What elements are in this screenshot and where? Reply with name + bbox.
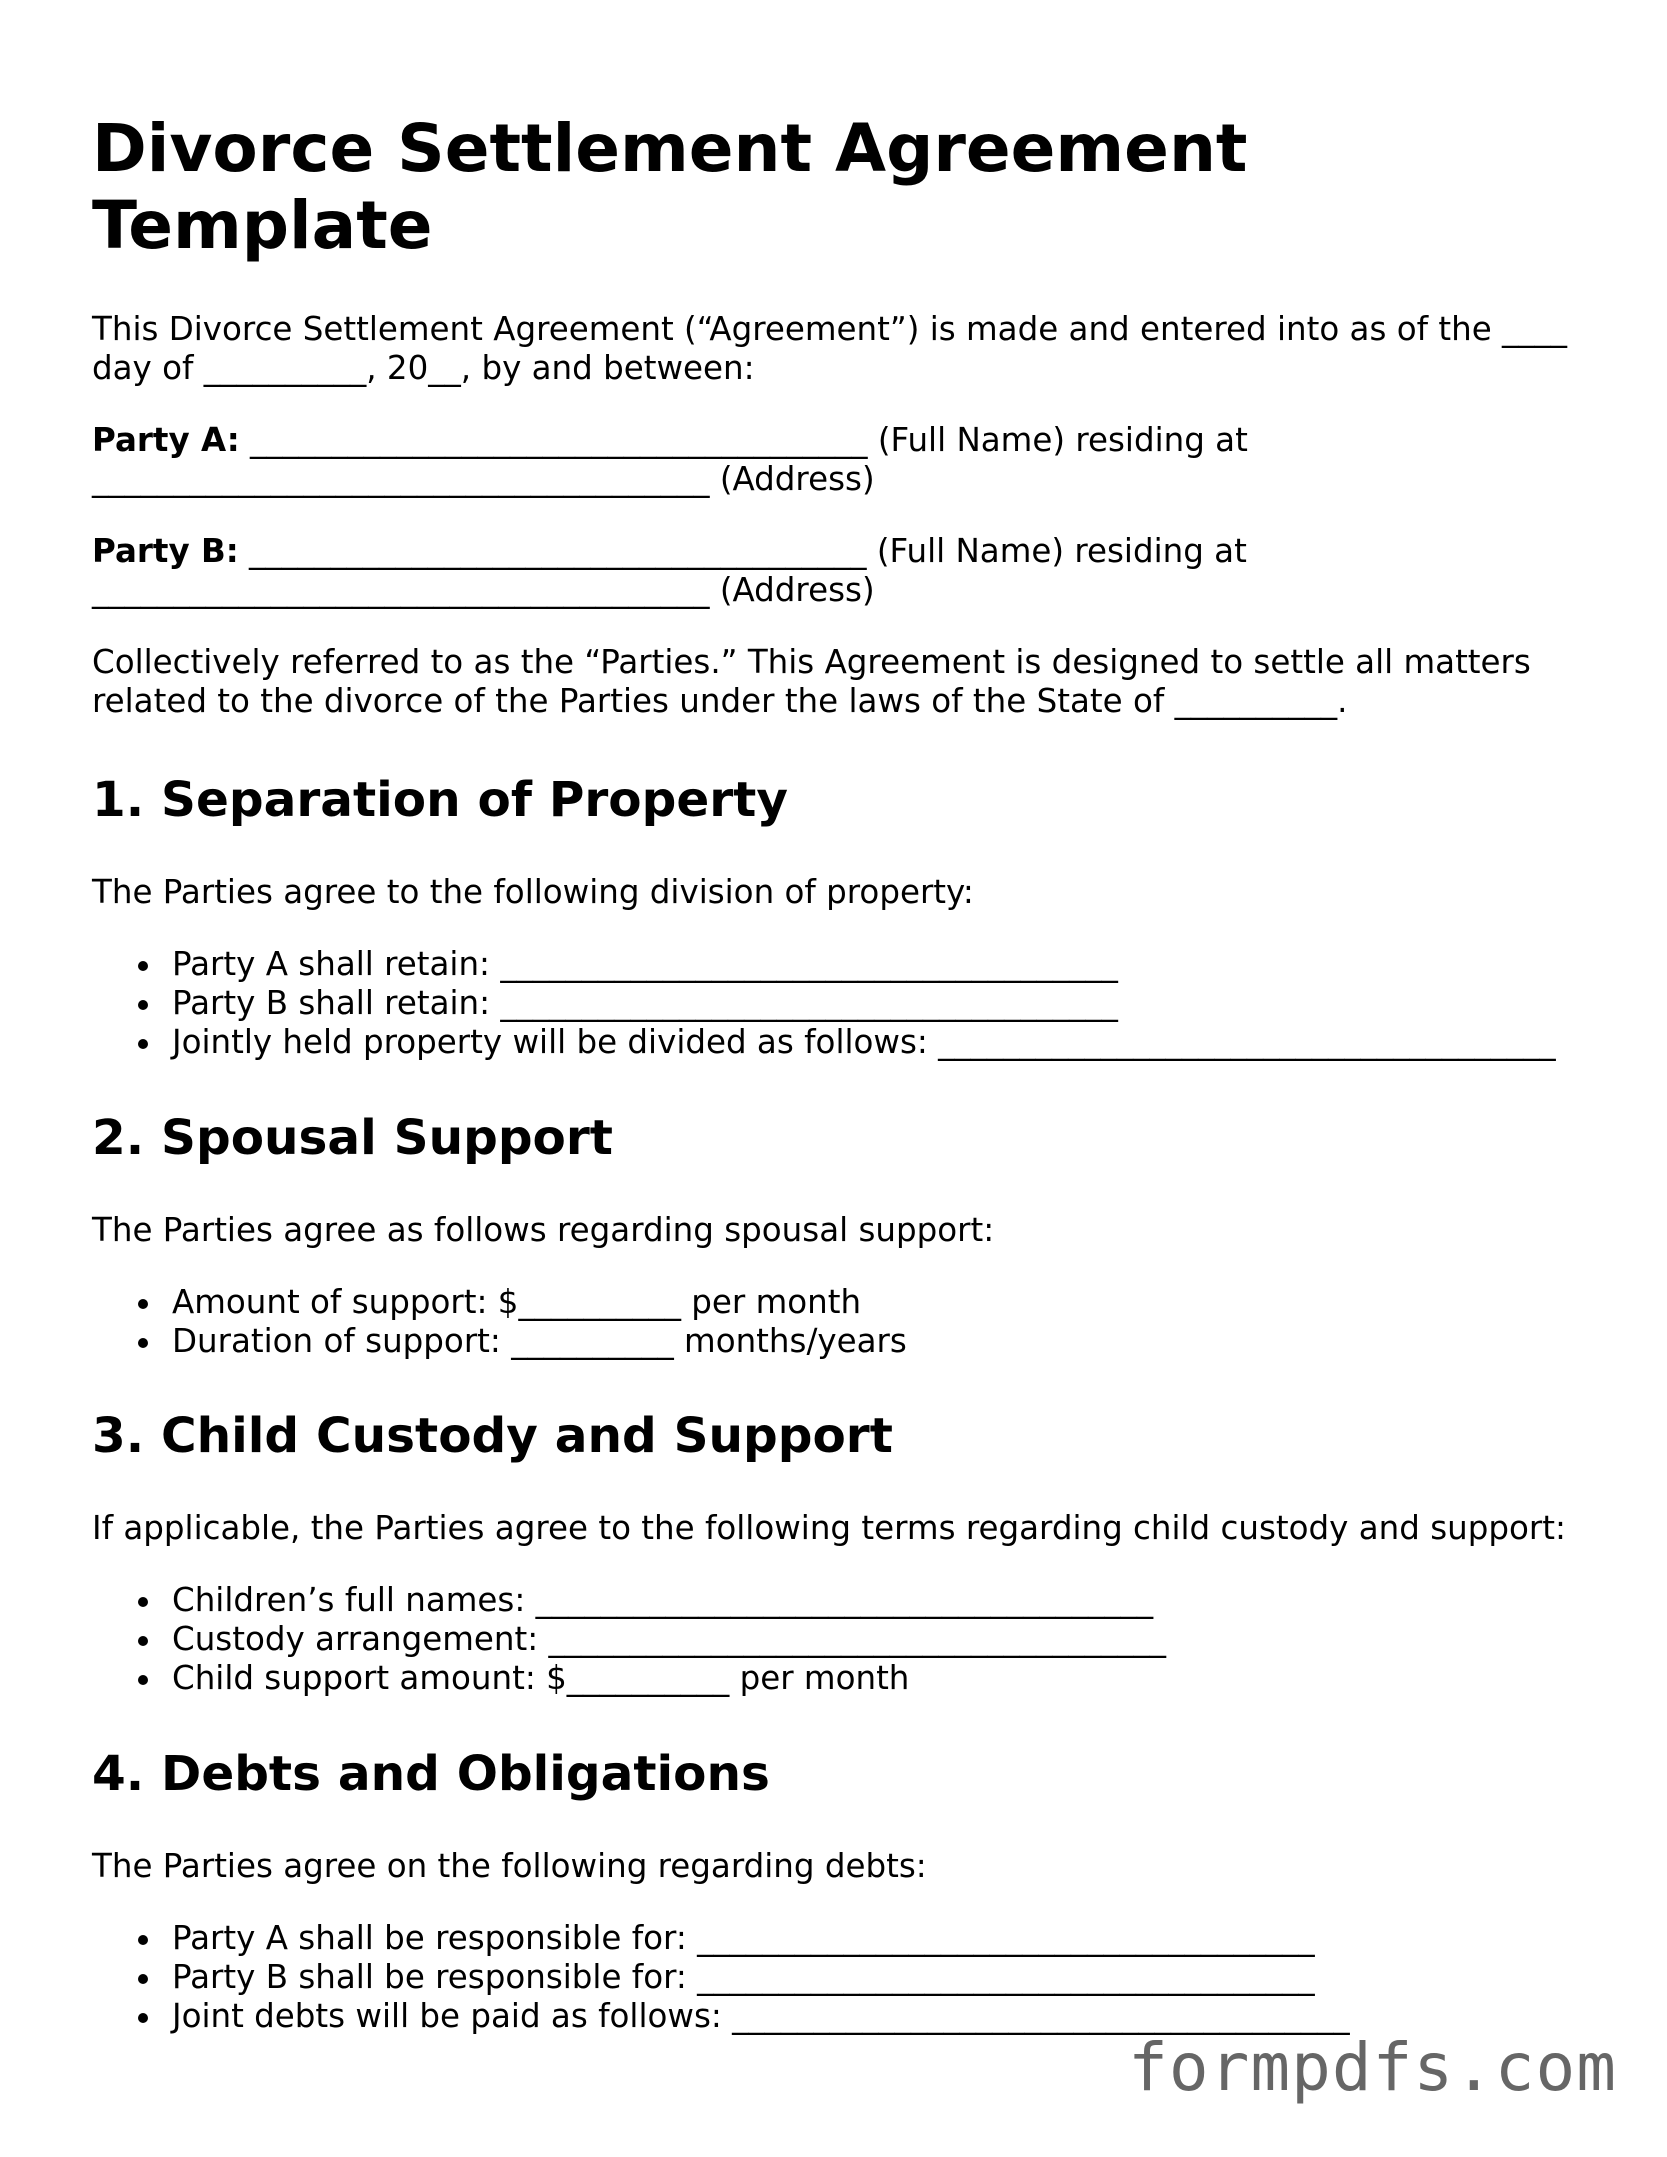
list-item: Jointly held property will be divided as follows: ______________________________________ — [172, 1023, 1592, 1062]
section-lead-child-custody: If applicable, the Parties agree to the following terms regarding child custody and support: — [92, 1509, 1566, 1547]
section-lead-debts: The Parties agree on the following regarding debts: — [92, 1847, 927, 1885]
intro-paragraph: This Divorce Settlement Agreement (“Agreement”) is made and entered into as of the ____ day of __________, 20__, by and between: — [92, 310, 1568, 387]
document-page — [92, 110, 1592, 2036]
child-custody-list — [92, 1581, 1592, 1698]
spousal-support-list — [92, 1283, 1592, 1361]
section-heading-debts: 4. Debts and Obligations — [92, 1746, 770, 1802]
list-item: Party A shall retain: ______________________________________ — [172, 945, 1592, 984]
list-item: Children’s full names: ______________________________________ — [172, 1581, 1592, 1620]
list-item: Amount of support: $__________ per month — [172, 1283, 1592, 1322]
property-list — [92, 945, 1592, 1062]
section-heading-child-custody: 3. Child Custody and Support — [92, 1408, 893, 1464]
party-a-paragraph — [92, 421, 1592, 499]
list-item: Party B shall retain: ______________________________________ — [172, 984, 1592, 1023]
list-item: Joint debts will be paid as follows: ______________________________________ — [172, 1997, 1592, 2036]
list-item: Duration of support: __________ months/years — [172, 1322, 1592, 1361]
party-a-label: Party A: — [92, 421, 240, 459]
list-item: Party B shall be responsible for: ______________________________________ — [172, 1958, 1592, 1997]
section-heading-spousal-support: 2. Spousal Support — [92, 1110, 613, 1166]
party-a-text: ______________________________________ (Full Name) residing at ______________________________________ (Address) — [92, 421, 1248, 498]
section-lead-spousal-support: The Parties agree as follows regarding spousal support: — [92, 1211, 995, 1249]
list-item: Custody arrangement: ______________________________________ — [172, 1620, 1592, 1659]
party-b-text: ______________________________________ (Full Name) residing at ______________________________________ (Address) — [92, 532, 1247, 609]
section-lead-property: The Parties agree to the following division of property: — [92, 873, 974, 911]
collective-paragraph: Collectively referred to as the “Parties.” This Agreement is designed to settle all matters related to the divorce of the Parties under the laws of the State of __________. — [92, 643, 1531, 720]
list-item: Party A shall be responsible for: ______________________________________ — [172, 1919, 1592, 1958]
party-b-label: Party B: — [92, 532, 239, 570]
page-title: Divorce Settlement Agreement Template — [92, 110, 1248, 264]
debts-list — [92, 1919, 1592, 2036]
list-item: Child support amount: $__________ per month — [172, 1659, 1592, 1698]
watermark: formpdfs.com — [1128, 2029, 1617, 2106]
party-b-paragraph — [92, 532, 1592, 610]
section-heading-property: 1. Separation of Property — [92, 772, 788, 828]
